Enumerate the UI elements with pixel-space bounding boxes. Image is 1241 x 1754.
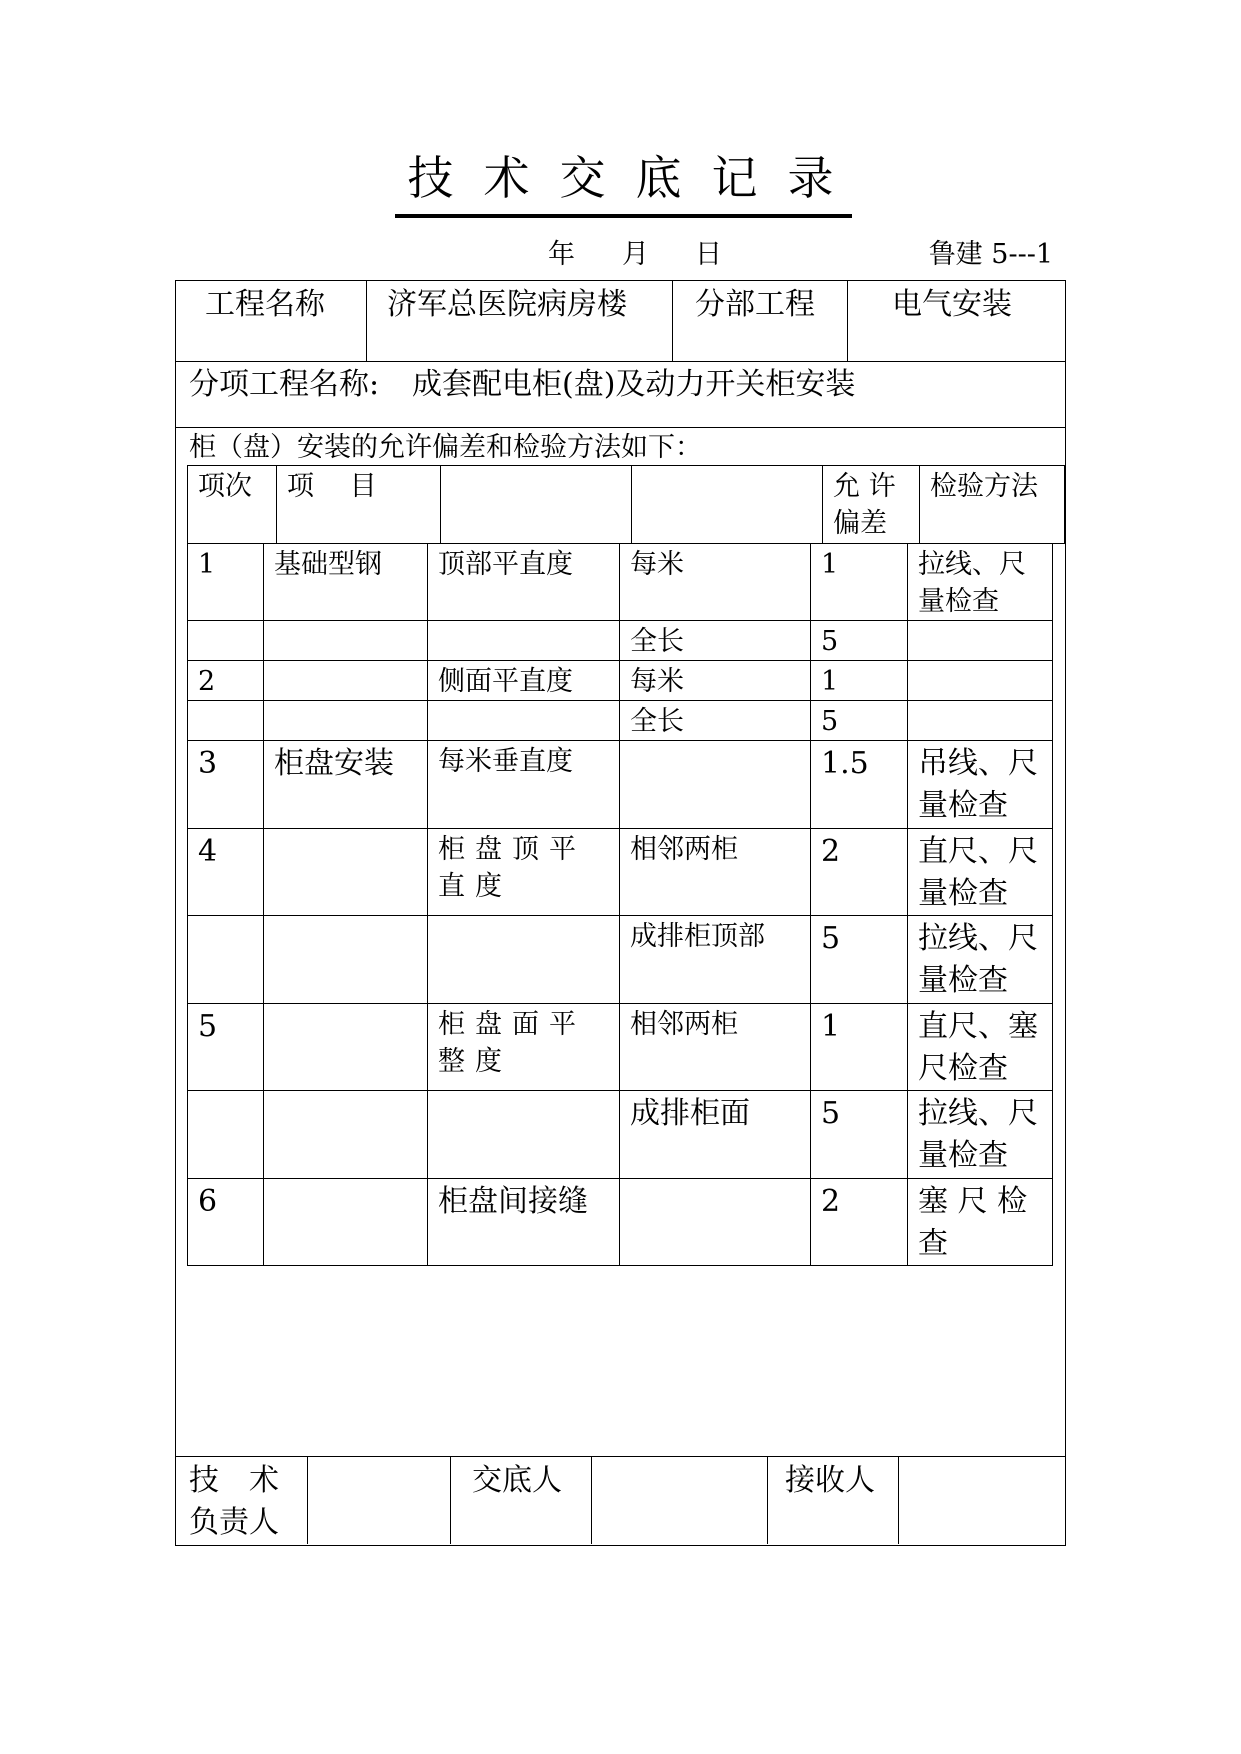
date-month-label: 月 (622, 239, 649, 270)
row-subitem: 每米垂直度 (428, 741, 620, 829)
header-allowed-line1: 允 许 (833, 471, 896, 502)
row-deviation: 5 (811, 621, 908, 661)
table-row (188, 916, 1053, 1004)
row-subitem (428, 621, 620, 661)
row-scope: 全长 (620, 621, 811, 661)
divider (307, 1456, 308, 1544)
row-item (264, 701, 428, 741)
header-blank (441, 466, 632, 544)
row-index (188, 621, 264, 661)
row-item (264, 1179, 428, 1266)
row-method: 吊线、尺量检查 (908, 741, 1053, 829)
deviation-table (187, 543, 1053, 1266)
row-method (908, 621, 1053, 661)
row-deviation: 1 (811, 661, 908, 701)
row-item (264, 1004, 428, 1091)
header-allowed-deviation (823, 466, 920, 544)
divider (767, 1456, 768, 1544)
row-method: 直尺、尺量检查 (908, 829, 1053, 916)
row-scope: 相邻两柜 (620, 829, 811, 916)
row-deviation: 5 (811, 1091, 908, 1179)
row-deviation: 1.5 (811, 741, 908, 829)
header-blank (632, 466, 823, 544)
header-method: 检验方法 (920, 466, 1065, 544)
project-name-label: 工程名称 (205, 287, 325, 322)
tech-lead-field[interactable] (310, 1460, 446, 1540)
row-item (264, 829, 428, 916)
row-deviation: 2 (811, 829, 908, 916)
table-row (188, 829, 1053, 916)
row-index (188, 916, 264, 1004)
deviation-header-table (187, 465, 1065, 544)
tech-lead-label: 技 术负责人 (189, 1463, 279, 1540)
division-label: 分部工程 (695, 287, 815, 322)
table-row (188, 621, 1053, 661)
row-subitem (428, 1091, 620, 1179)
row-method (908, 661, 1053, 701)
row-scope: 每米 (620, 544, 811, 621)
row-deviation: 5 (811, 916, 908, 1004)
date-year-label: 年 (548, 239, 575, 270)
table-row (188, 1091, 1053, 1179)
subitem-value: 成套配电柜(盘)及动力开关柜安装 (412, 367, 856, 402)
divider (175, 1456, 1065, 1457)
divider (847, 281, 848, 361)
row-subitem: 顶部平直度 (428, 544, 620, 621)
receiver-label: 接收人 (785, 1463, 875, 1498)
row-item: 柜盘安装 (264, 741, 428, 829)
row-subitem (428, 701, 620, 741)
intro-text: 柜（盘）安装的允许偏差和检验方法如下： (189, 432, 702, 463)
row-method (908, 701, 1053, 741)
divider (898, 1456, 899, 1544)
table-row (188, 661, 1053, 701)
table-row (188, 1179, 1053, 1266)
document-title: 技术交底记录 (407, 151, 864, 205)
table-row (188, 1004, 1053, 1091)
row-subitem (428, 916, 620, 1004)
row-scope: 成排柜顶部 (620, 916, 811, 1004)
row-index: 3 (188, 741, 264, 829)
row-index: 1 (188, 544, 264, 621)
row-index (188, 1091, 264, 1179)
row-scope: 成排柜面 (620, 1091, 811, 1179)
divider (175, 361, 1065, 362)
divider (672, 281, 673, 361)
row-scope (620, 741, 811, 829)
row-scope: 相邻两柜 (620, 1004, 811, 1091)
row-method: 拉线、尺量检查 (908, 916, 1053, 1004)
divider (591, 1456, 592, 1544)
row-scope: 全长 (620, 701, 811, 741)
row-index (188, 701, 264, 741)
date-day-label: 日 (695, 239, 722, 270)
subitem-label: 分项工程名称: (189, 367, 380, 402)
table-row (188, 741, 1053, 829)
divider (450, 1456, 451, 1544)
row-item (264, 916, 428, 1004)
table-row (188, 701, 1053, 741)
row-method: 拉线、尺量检查 (908, 1091, 1053, 1179)
row-item (264, 1091, 428, 1179)
row-deviation: 1 (811, 1004, 908, 1091)
row-method: 直尺、塞尺检查 (908, 1004, 1053, 1091)
row-method: 塞 尺 检 查 (908, 1179, 1053, 1266)
row-index: 4 (188, 829, 264, 916)
divider (175, 427, 1065, 428)
division-value: 电气安装 (892, 287, 1012, 322)
row-index: 5 (188, 1004, 264, 1091)
divider (366, 281, 367, 361)
header-allowed-line2: 偏差 (833, 508, 887, 539)
row-scope: 每米 (620, 661, 811, 701)
row-deviation: 2 (811, 1179, 908, 1266)
row-item: 基础型钢 (264, 544, 428, 621)
row-method: 拉线、尺量检查 (908, 544, 1053, 621)
handover-label: 交底人 (472, 1463, 562, 1498)
row-index: 2 (188, 661, 264, 701)
row-item (264, 621, 428, 661)
header-item: 项 目 (277, 466, 441, 544)
row-subitem: 侧面平直度 (428, 661, 620, 701)
row-deviation: 1 (811, 544, 908, 621)
row-deviation: 5 (811, 701, 908, 741)
project-name-value: 济军总医院病房楼 (387, 287, 627, 322)
row-subitem: 柜盘顶平直度 (428, 829, 620, 916)
row-item (264, 661, 428, 701)
row-subitem: 柜盘面平整度 (428, 1004, 620, 1091)
receiver-field[interactable] (901, 1460, 1061, 1540)
form-code: 鲁建 5---1 (928, 239, 1053, 270)
row-scope (620, 1179, 811, 1266)
title-underline (395, 214, 852, 218)
row-subitem: 柜盘间接缝 (428, 1179, 620, 1266)
row-index: 6 (188, 1179, 264, 1266)
table-row (188, 544, 1053, 621)
header-index: 项次 (188, 466, 277, 544)
handover-field[interactable] (594, 1460, 764, 1540)
